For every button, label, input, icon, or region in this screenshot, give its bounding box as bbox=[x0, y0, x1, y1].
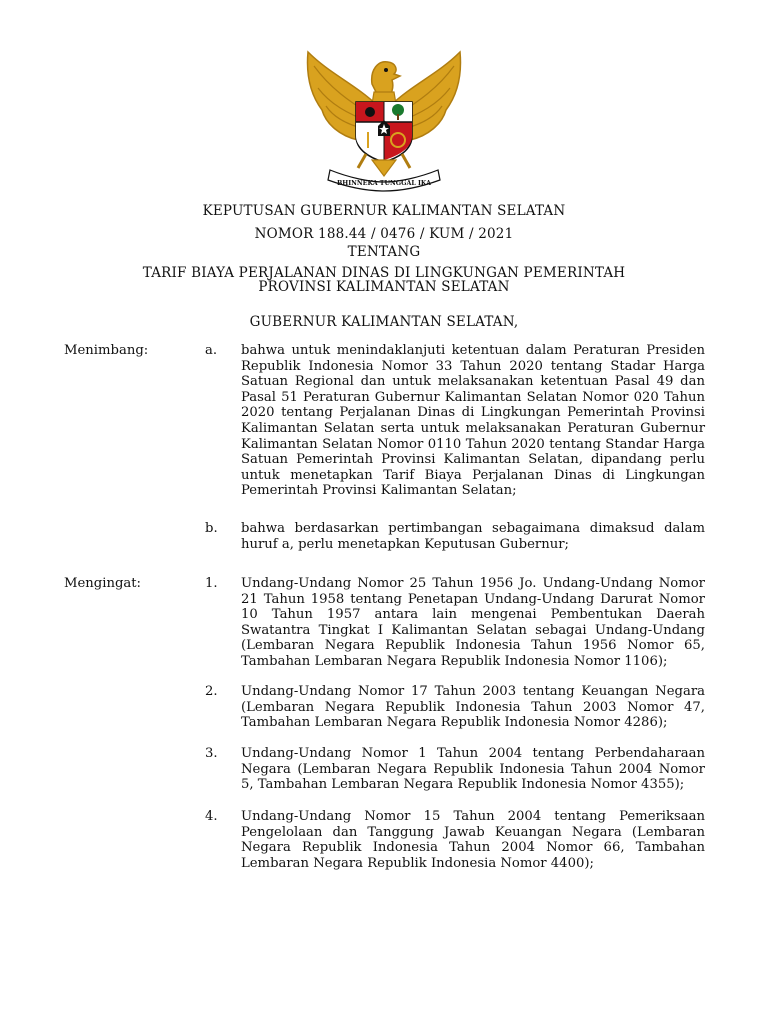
mengingat-item-4: Undang-Undang Nomor 15 Tahun 2004 tentang Pemeriksaan Pengelolaan dan Tanggung Jawab Keuangan Negara (Lembaran Negara Republik Indonesia Tahun 2004 Nomor 66, Tambahan Lembaran Negara Republik Indonesia Nomor 4400); bbox=[241, 809, 705, 871]
decree-issuer: GUBERNUR KALIMANTAN SELATAN, bbox=[249, 314, 519, 330]
mengingat-marker-4: 4. bbox=[205, 809, 218, 824]
emblem-motto: BHINNEKA TUNGGAL IKA bbox=[336, 180, 432, 187]
menimbang-item-b: bahwa berdasarkan pertimbangan sebagaimana dimaksud dalam huruf a, perlu menetapkan Keputusan Gubernur; bbox=[241, 521, 705, 552]
garuda-pancasila-emblem-icon bbox=[300, 44, 468, 192]
mengingat-item-3: Undang-Undang Nomor 1 Tahun 2004 tentang Perbendaharaan Negara (Lembaran Negara Republik Indonesia Tahun 2004 Nomor 5, Tambahan Lembaran Negara Republik Indonesia Nomor 4355); bbox=[241, 746, 705, 793]
mengingat-label: Mengingat: bbox=[64, 576, 142, 591]
decree-subject-line1: TARIF BIAYA PERJALANAN DINAS DI LINGKUNGAN PEMERINTAH bbox=[142, 265, 626, 281]
mengingat-marker-2: 2. bbox=[205, 684, 218, 699]
menimbang-marker-a: a. bbox=[205, 343, 218, 358]
mengingat-item-2: Undang-Undang Nomor 17 Tahun 2003 tentang Keuangan Negara (Lembaran Negara Republik Indonesia Tahun 2003 Nomor 47, Tambahan Lembaran Negara Republik Indonesia Nomor 4286); bbox=[241, 684, 705, 731]
decree-subject-line2: PROVINSI KALIMANTAN SELATAN bbox=[258, 279, 510, 295]
mengingat-item-1: Undang-Undang Nomor 25 Tahun 1956 Jo. Undang-Undang Nomor 21 Tahun 1958 tentang Penetapan Undang-Undang Darurat Nomor 10 Tahun 1957 antara lain mengenai Pembentukan Daerah Swatantra Tingkat I Kalimantan Selatan sebagai Undang-Undang (Lembaran Negara Republik Indonesia Tahun 1956 Nomor 65, Tambahan Lembaran Negara Republik Indonesia Nomor 1106); bbox=[241, 576, 705, 669]
menimbang-label: Menimbang: bbox=[64, 343, 149, 358]
decree-number: NOMOR 188.44 / 0476 / KUM / 2021 bbox=[254, 226, 514, 242]
menimbang-marker-b: b. bbox=[205, 521, 218, 536]
mengingat-marker-3: 3. bbox=[205, 746, 218, 761]
mengingat-marker-1: 1. bbox=[205, 576, 218, 591]
decree-about: TENTANG bbox=[347, 244, 421, 260]
menimbang-item-a: bahwa untuk menindaklanjuti ketentuan dalam Peraturan Presiden Republik Indonesia Nomor 33 Tahun 2020 tentang Stadar Harga Satuan Regional dan untuk melaksanakan ketentuan Pasal 49 dan Pasal 51 Peraturan Gubernur Kalimantan Selatan Nomor 020 Tahun 2020 tentang Perjalanan Dinas di Lingkungan Pemerintah Provinsi Kalimantan Selatan serta untuk melaksanakan Peraturan Gubernur Kalimantan Selatan Nomor 0110 Tahun 2020 tentang Standar Harga Satuan Pemerintah Provinsi Kalimantan Selatan, dipandang perlu untuk menetapkan Tarif Biaya Perjalanan Dinas di Lingkungan Pemerintah Provinsi Kalimantan Selatan; bbox=[241, 343, 705, 499]
decree-title: KEPUTUSAN GUBERNUR KALIMANTAN SELATAN bbox=[202, 203, 566, 219]
